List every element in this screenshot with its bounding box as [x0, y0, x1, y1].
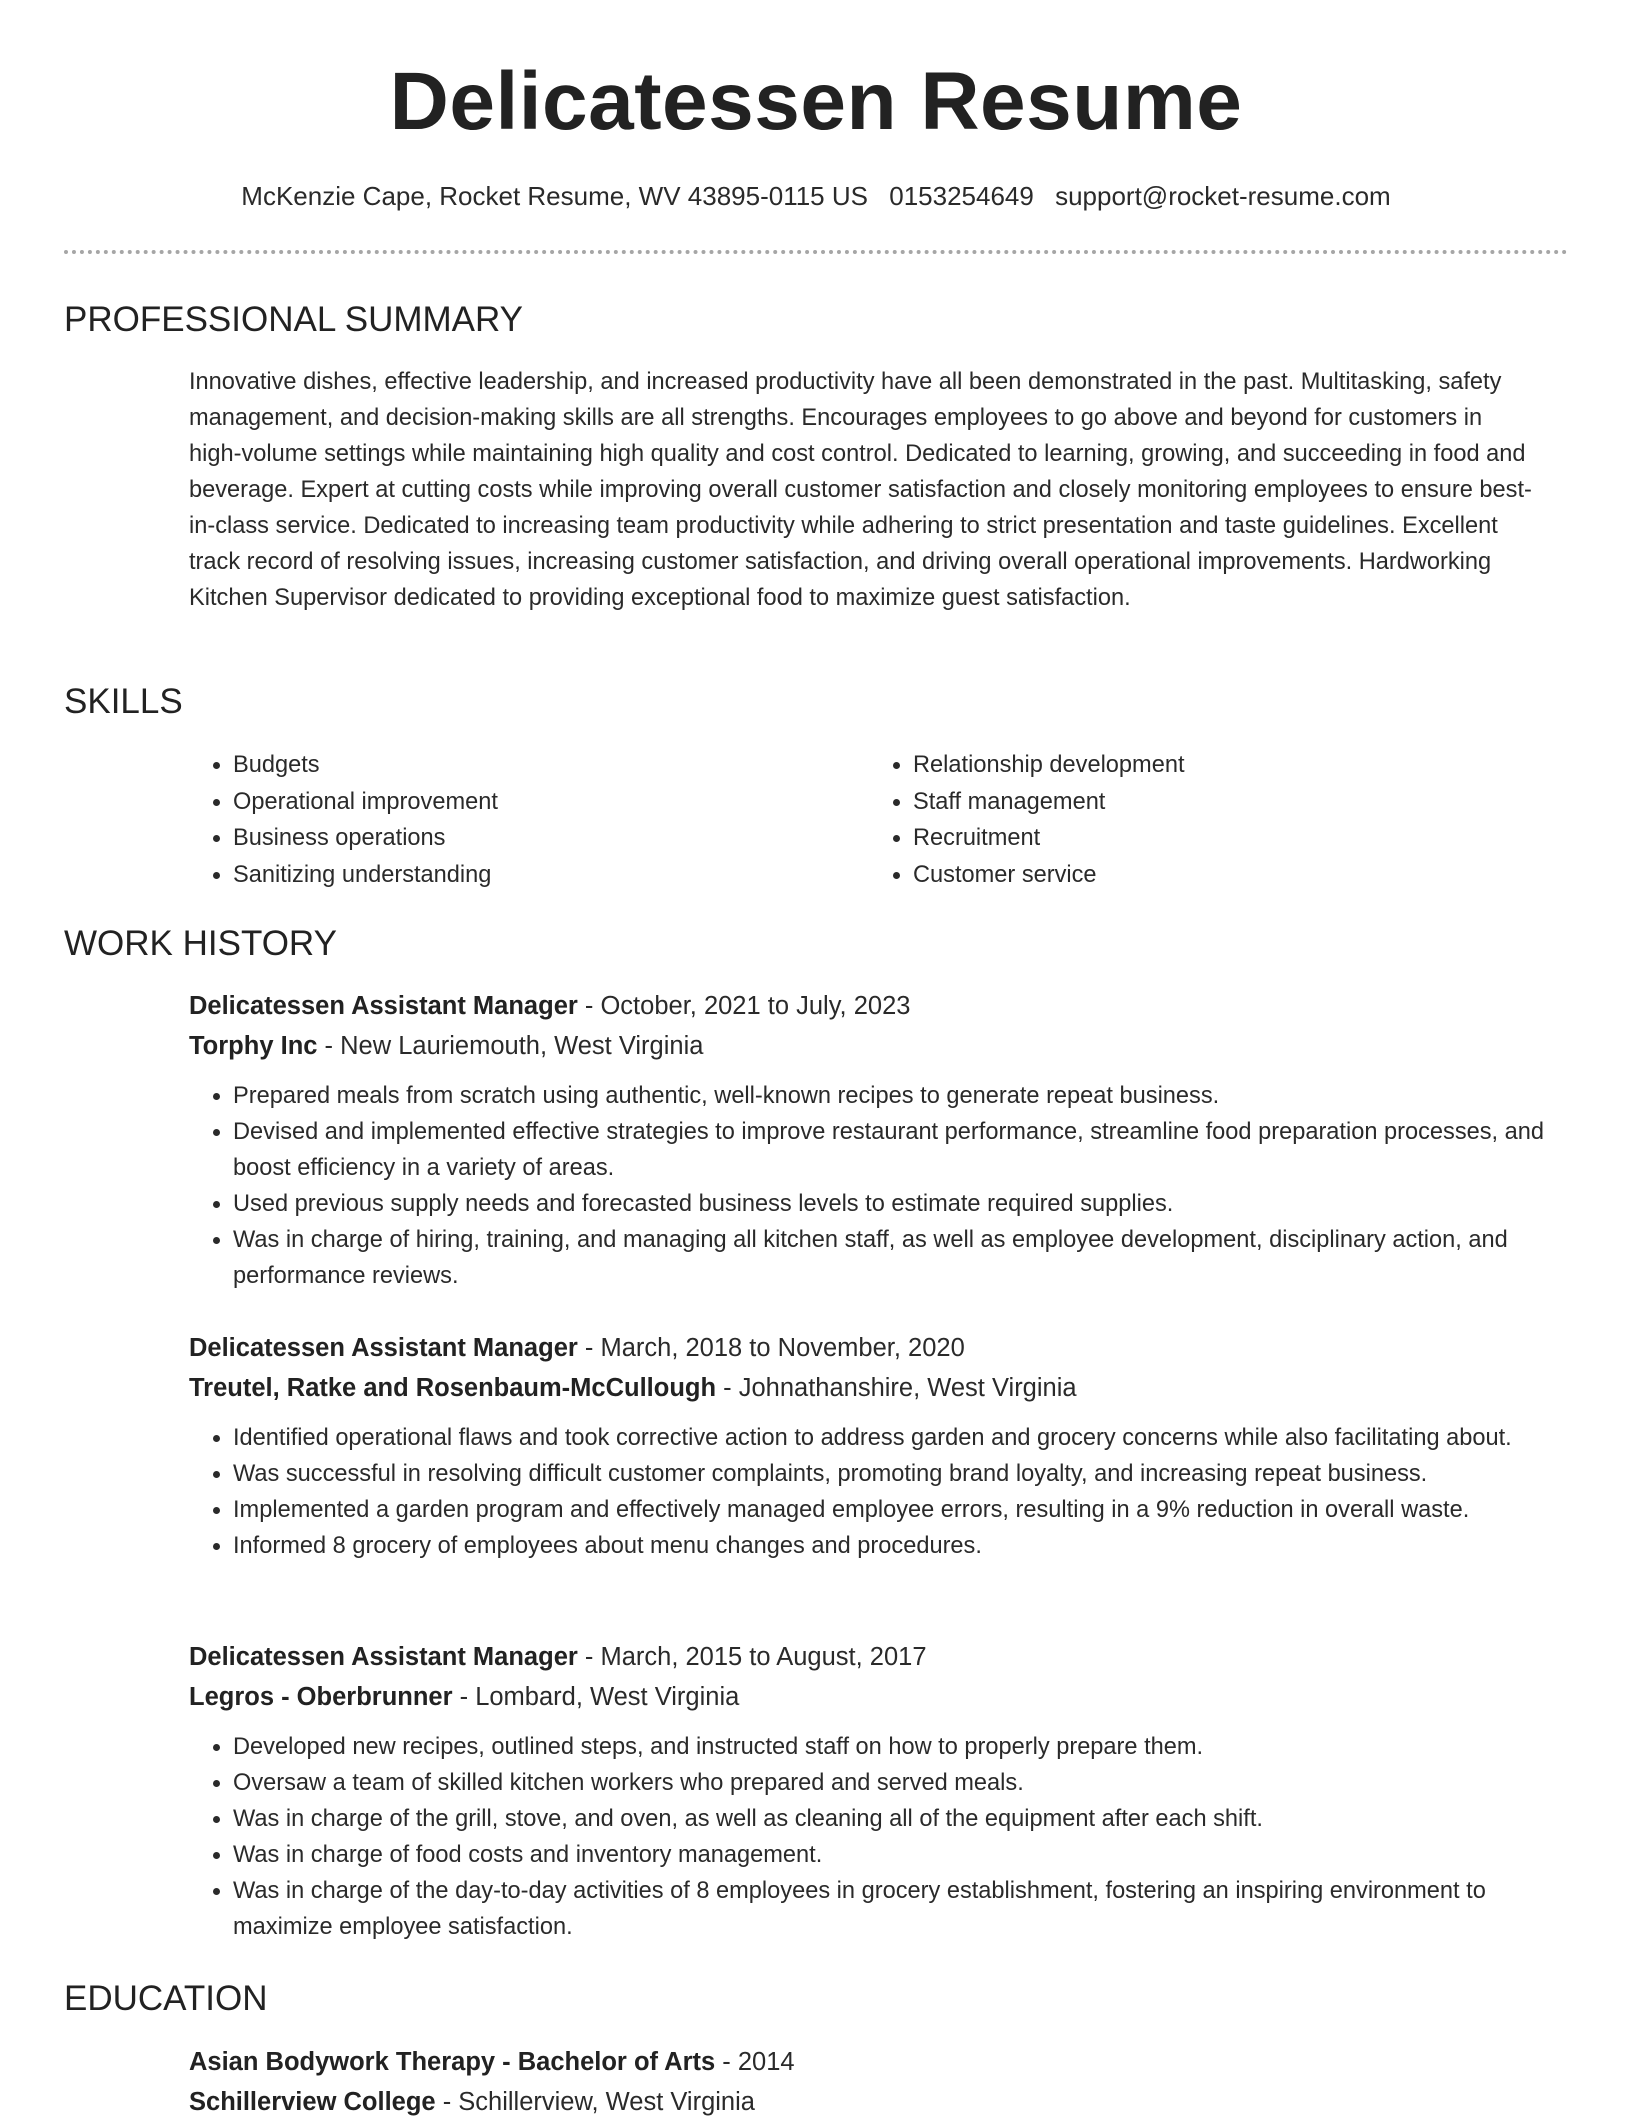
- job-bullets: [189, 1729, 1568, 1945]
- job-company: Torphy Inc: [189, 1032, 318, 1060]
- job-bullet: • Devised and implemented effective strategies to improve restaurant performance, streamline food preparation processes, and boost efficiency in a variety of areas.: [233, 1114, 1568, 1186]
- summary-heading: PROFESSIONAL SUMMARY: [64, 300, 523, 339]
- work-history-heading: WORK HISTORY: [64, 924, 337, 963]
- job-title: Delicatessen Assistant Manager: [189, 992, 578, 1020]
- contact-address: McKenzie Cape, Rocket Resume, WV 43895-0115 US: [241, 181, 868, 211]
- job-company-line: [189, 1026, 1569, 1066]
- job-bullets: [189, 1420, 1568, 1564]
- contact-line: [0, 178, 1632, 214]
- job-dates: - March, 2015 to August, 2017: [577, 1643, 927, 1671]
- skills-column-left: [189, 747, 869, 894]
- skills-heading: SKILLS: [64, 682, 183, 721]
- job-bullet: • Was in charge of the grill, stove, and oven, as well as cleaning all of the equipment after each shift.: [233, 1801, 1568, 1837]
- education-heading: EDUCATION: [64, 1979, 268, 2018]
- summary-text: Innovative dishes, effective leadership, and increased productivity have all been demonstrated in the past. Multitasking, safety management, and decision-making skills are all strengths. Encourages employees to go above and beyond for customers in high-volume settings while maintaining high quality and cost control. Dedicated to learning, growing, and succeeding in food and beverage. Expert at cutting costs while improving overall customer satisfaction and closely monitoring employees to ensure best-in-class service. Dedicated to increasing team productivity while adhering to strict presentation and taste guidelines. Excellent track record of resolving issues, increasing customer satisfaction, and driving overall operational improvements. Hardworking Kitchen Supervisor dedicated to providing exceptional food to maximize guest satisfaction.: [189, 369, 1532, 611]
- job-title-line: [189, 1328, 1569, 1368]
- job-dates: - March, 2018 to November, 2020: [577, 1334, 965, 1362]
- skill-item: • Budgets: [233, 747, 869, 784]
- education-school: Schillerview College: [189, 2088, 436, 2116]
- job-location: - Johnathanshire, West Virginia: [716, 1374, 1077, 1402]
- job-company-line: [189, 1368, 1569, 1408]
- skill-item: • Sanitizing understanding: [233, 857, 869, 894]
- contact-email: support@rocket-resume.com: [1055, 181, 1391, 211]
- job-dates: - October, 2021 to July, 2023: [577, 992, 911, 1020]
- job-bullet: • Was in charge of hiring, training, and managing all kitchen staff, as well as employee development, disciplinary action, and performance reviews.: [233, 1222, 1568, 1294]
- job-location: - Lombard, West Virginia: [452, 1683, 740, 1711]
- job-company-line: [189, 1677, 1569, 1717]
- job-bullet: • Was successful in resolving difficult customer complaints, promoting brand loyalty, and increasing repeat business.: [233, 1456, 1568, 1492]
- education-degree-line: [189, 2042, 1569, 2082]
- job-title: Delicatessen Assistant Manager: [189, 1334, 578, 1362]
- education-location: - Schillerview, West Virginia: [435, 2088, 755, 2116]
- education-school-line: [189, 2082, 1569, 2122]
- resume-title: Delicatessen Resume: [389, 56, 1243, 147]
- job-title: Delicatessen Assistant Manager: [189, 1643, 578, 1671]
- skill-item: • Relationship development: [913, 747, 1549, 784]
- job-title-line: [189, 1637, 1569, 1677]
- job-company: Treutel, Ratke and Rosenbaum-McCullough: [189, 1374, 717, 1402]
- skill-item: • Staff management: [913, 784, 1549, 821]
- contact-phone: 0153254649: [889, 181, 1034, 211]
- education-year: - 2014: [715, 2048, 795, 2076]
- job-bullet: • Implemented a garden program and effectively managed employee errors, resulting in a 9% reduction in overall waste.: [233, 1492, 1568, 1528]
- job-bullet: • Developed new recipes, outlined steps, and instructed staff on how to properly prepare them.: [233, 1729, 1568, 1765]
- job-bullet: • Was in charge of the day-to-day activities of 8 employees in grocery establishment, fostering an inspiring environment to maximize employee satisfaction.: [233, 1873, 1568, 1945]
- job-bullet: • Used previous supply needs and forecasted business levels to estimate required supplies.: [233, 1186, 1568, 1222]
- job-bullet: • Oversaw a team of skilled kitchen workers who prepared and served meals.: [233, 1765, 1568, 1801]
- job-bullet: • Was in charge of food costs and inventory management.: [233, 1837, 1568, 1873]
- skill-item: • Business operations: [233, 820, 869, 857]
- education-entry: [189, 2042, 1569, 2122]
- job-entry: [189, 1328, 1569, 1564]
- education-degree: Asian Bodywork Therapy - Bachelor of Arts: [189, 2048, 716, 2076]
- skill-item: • Recruitment: [913, 820, 1549, 857]
- job-bullet: • Identified operational flaws and took corrective action to address garden and grocery concerns while also facilitating about.: [233, 1420, 1568, 1456]
- skill-item: • Operational improvement: [233, 784, 869, 821]
- header-divider: [64, 250, 1568, 254]
- job-bullet: • Informed 8 grocery of employees about menu changes and procedures.: [233, 1528, 1568, 1564]
- job-entry: [189, 986, 1569, 1294]
- job-title-line: [189, 986, 1569, 1026]
- job-location: - New Lauriemouth, West Virginia: [317, 1032, 704, 1060]
- skill-item: • Customer service: [913, 857, 1549, 894]
- skills-list: [189, 747, 1549, 894]
- job-bullet: • Prepared meals from scratch using authentic, well-known recipes to generate repeat business.: [233, 1078, 1568, 1114]
- job-entry: [189, 1637, 1569, 1945]
- job-company: Legros - Oberbrunner: [189, 1683, 453, 1711]
- job-bullets: [189, 1078, 1568, 1294]
- skills-column-right: [869, 747, 1549, 894]
